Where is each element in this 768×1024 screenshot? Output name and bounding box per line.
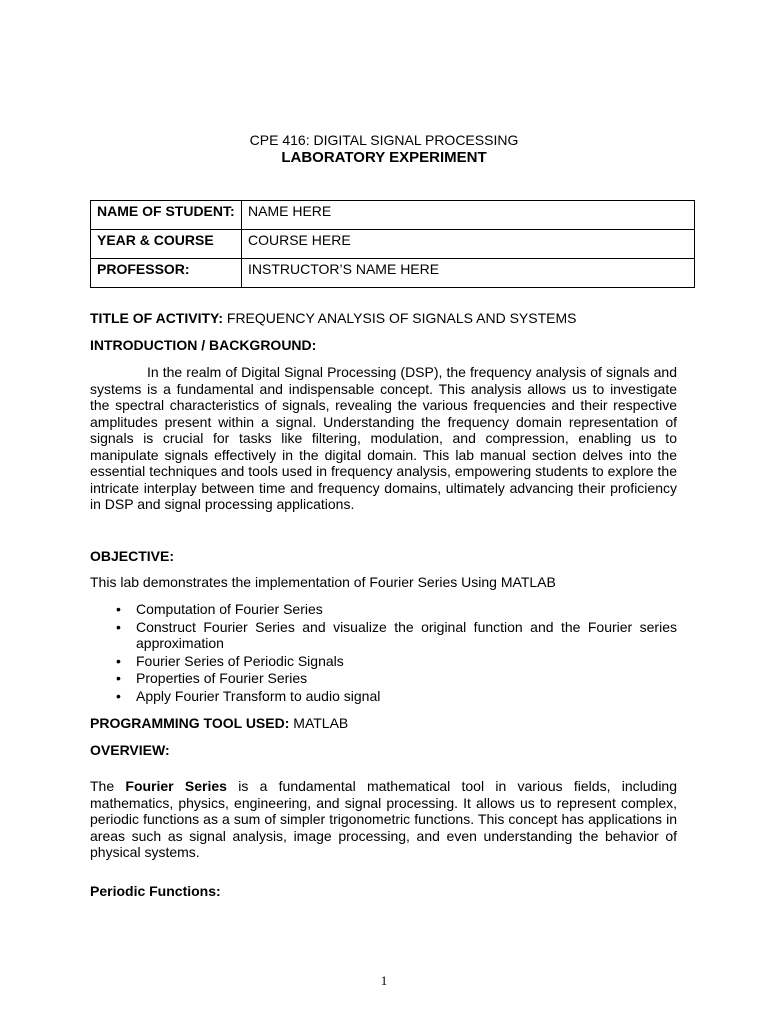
list-item-text: Properties of Fourier Series: [136, 670, 308, 686]
list-item: [90, 619, 677, 652]
bullet-icon: •: [116, 601, 121, 617]
activity-title: [90, 310, 677, 327]
tool-value: MATLAB: [289, 715, 349, 731]
overview-term: Fourier Series: [125, 778, 227, 794]
course-code: CPE 416: DIGITAL SIGNAL PROCESSING: [249, 132, 519, 148]
year-course-label: YEAR & COURSE: [91, 230, 242, 259]
bullet-icon: •: [116, 618, 121, 635]
overview-heading: OVERVIEW:: [90, 742, 170, 758]
page-number: 1: [380, 973, 388, 988]
bullet-icon: •: [116, 687, 121, 704]
list-item-text: Fourier Series of Periodic Signals: [136, 652, 344, 669]
overview-rest: is a fundamental mathematical tool in various fields, including mathematics, physics, engineering, and signal processing. It allows us to represent complex, periodic functions as a sum of simpler trigonometric functions. This concept has applications in areas such as signal analysis, image processing, and even understanding the behavior of physical systems.: [90, 778, 677, 860]
objective-heading: OBJECTIVE:: [90, 548, 175, 564]
professor-label: PROFESSOR:: [91, 259, 242, 288]
objective-list: [90, 601, 677, 705]
year-course-value: COURSE HERE: [242, 230, 695, 259]
overview-lead: The: [90, 778, 126, 794]
table-row: [91, 259, 695, 288]
student-name-value: NAME HERE: [242, 201, 695, 230]
periodic-functions-heading: Periodic Functions:: [90, 883, 221, 899]
list-item: [90, 670, 677, 687]
table-row: [91, 230, 695, 259]
introduction-paragraph: In the realm of Digital Signal Processing (DSP), the frequency analysis of signals and systems is a fundamental and indispensable concept. This analysis allows us to investigate the spectral characteristics of signals, revealing the various frequencies and their respective amplitudes present within a signal. Understanding the frequency domain representation of signals is crucial for tasks like filtering, modulation, and compression, enabling us to manipulate signals effectively in the digital domain. This lab manual section delves into the essential techniques and tools used in frequency analysis, empowering students to explore the intricate interplay between time and frequency domains, ultimately advancing their proficiency in DSP and signal processing applications.: [90, 364, 677, 512]
bullet-icon: •: [116, 652, 121, 669]
professor-value: INSTRUCTOR’S NAME HERE: [242, 259, 695, 288]
student-name-label: NAME OF STUDENT:: [91, 201, 242, 230]
list-item: [90, 601, 677, 618]
objective-intro: This lab demonstrates the implementation of Fourier Series Using MATLAB: [90, 574, 556, 590]
activity-label: TITLE OF ACTIVITY:: [90, 310, 223, 326]
overview-paragraph: [90, 778, 677, 861]
list-item-text: Apply Fourier Transform to audio signal: [136, 687, 381, 704]
bullet-icon: •: [116, 670, 121, 686]
activity-value: FREQUENCY ANALYSIS OF SIGNALS AND SYSTEMS: [223, 310, 577, 326]
list-item-text: Computation of Fourier Series: [136, 601, 323, 617]
programming-tool: [90, 715, 677, 732]
introduction-heading: INTRODUCTION / BACKGROUND:: [90, 337, 317, 353]
table-row: [91, 201, 695, 230]
student-info-table: [90, 200, 695, 288]
tool-label: PROGRAMMING TOOL USED:: [90, 715, 290, 731]
list-item: [90, 688, 677, 705]
list-item: [90, 653, 677, 670]
document-title: LABORATORY EXPERIMENT: [281, 149, 487, 166]
list-item-text: Construct Fourier Series and visualize the original function and the Fourier series approximation: [136, 618, 677, 651]
